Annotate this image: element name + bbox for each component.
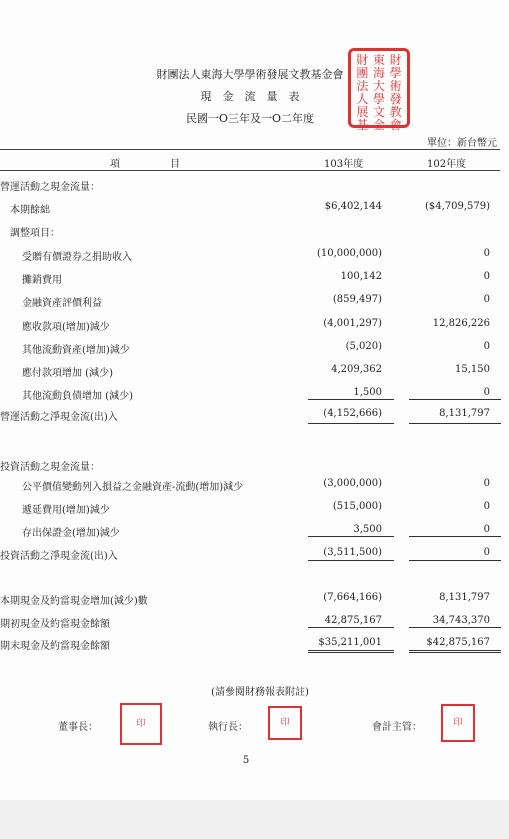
value-2014: $6,402,144 [324, 201, 382, 212]
row-label: 調整項目： [10, 228, 60, 239]
row-label: 本期餘絀 [10, 205, 50, 216]
row-label: 應收款項(增加)減少 [22, 322, 110, 333]
currency-unit: 單位：新台幣元 [427, 138, 497, 149]
footnote: (請參閱財務報表附註) [211, 687, 309, 698]
seal-character: 團 [356, 66, 369, 80]
subtotal-rule [308, 560, 394, 561]
value-2014: 3,500 [353, 524, 382, 535]
value-2014: (7,664,166) [323, 592, 382, 603]
subtotal-rule [409, 627, 501, 628]
period-title: 民國一O三年及一O二年度 [185, 112, 315, 125]
table-top-rule [0, 149, 500, 150]
subtotal-rule [409, 423, 501, 424]
row-label: 期初現金及約當現金餘額 [0, 619, 110, 630]
foundation-seal [348, 48, 410, 132]
row-label: 營運活動之淨現金流(出)入 [0, 412, 118, 423]
subtotal-rule [409, 560, 501, 561]
seal-character: 文 [372, 105, 385, 119]
ceo-seal: 印 [268, 706, 302, 740]
table-row [0, 615, 500, 631]
chairman-seal: 印 [120, 703, 162, 745]
table-row [0, 318, 500, 334]
seal-character: 學 [372, 92, 385, 106]
table-row [0, 524, 500, 540]
row-label: 本期現金及約當現金增加(減少)數 [0, 596, 148, 607]
table-header-rule [0, 170, 500, 171]
value-2014: (4,001,297) [323, 318, 382, 329]
seal-character: 東 [372, 53, 385, 67]
value-2014: (3,000,000) [323, 478, 382, 489]
seal-character: 財 [389, 53, 402, 67]
seal-character: 術 [389, 79, 402, 93]
row-label: 金融資產評價利益 [22, 298, 102, 309]
value-2013: 8,131,797 [439, 408, 490, 419]
row-label: 其他流動負債增加 (減少) [22, 391, 133, 402]
table-row [0, 248, 500, 264]
value-2014: 42,875,167 [324, 615, 382, 626]
seal-character: 財 [356, 53, 369, 67]
value-2014: (5,020) [345, 341, 382, 352]
total-double-rule [409, 650, 501, 653]
value-2013: 0 [483, 547, 490, 558]
subtotal-rule [308, 536, 394, 537]
accountant-label: 會計主管： [372, 722, 422, 733]
subtotal-rule [308, 423, 394, 424]
table-row [0, 201, 500, 217]
row-label: 攤銷費用 [22, 275, 62, 286]
value-2014: (515,000) [332, 501, 382, 512]
seal-character: 發 [389, 92, 402, 106]
value-2013: 0 [483, 271, 490, 282]
table-row [0, 592, 500, 608]
page-number: 5 [242, 755, 250, 766]
value-2013: 15,150 [455, 364, 490, 375]
table-row [0, 408, 500, 424]
seal-character: 基 [356, 118, 369, 132]
value-2013: ($4,709,579) [424, 201, 490, 212]
value-2013: $42,875,167 [426, 637, 490, 648]
viewer-bottom-bar [0, 800, 509, 839]
table-row [0, 271, 500, 287]
value-2014: 1,500 [353, 387, 382, 398]
table-row [0, 458, 500, 474]
row-label: 投資活動之淨現金流(出)入 [0, 551, 118, 562]
row-label: 其他流動資產(增加)減少 [22, 345, 130, 356]
value-2014: (859,497) [332, 294, 382, 305]
seal-character: 展 [356, 105, 369, 119]
row-label: 期末現金及約當現金餘額 [0, 641, 110, 652]
chairman-label: 董事長： [58, 722, 98, 733]
value-2014: 4,209,362 [331, 364, 382, 375]
table-row [0, 364, 500, 380]
subtotal-rule [308, 399, 394, 400]
row-label: 存出保證金(增加)減少 [22, 528, 120, 539]
value-2014: (3,511,500) [323, 547, 382, 558]
value-2013: 0 [483, 248, 490, 259]
value-2013: 0 [483, 341, 490, 352]
value-2014: 100,142 [340, 271, 382, 282]
table-row [0, 387, 500, 403]
value-2013: 12,826,226 [432, 318, 490, 329]
accountant-seal: 印 [441, 704, 475, 742]
subtotal-rule [308, 627, 394, 628]
seal-character: 會 [389, 118, 402, 132]
table-row [0, 224, 500, 240]
row-label: 營運活動之現金流量： [0, 182, 100, 193]
seal-character: 海 [372, 66, 385, 80]
value-2014: (4,152,666) [323, 408, 382, 419]
seal-character: 學 [389, 66, 402, 80]
column-header-2014: 103年度 [324, 159, 364, 170]
value-2013: 0 [483, 294, 490, 305]
value-2013: 34,743,370 [432, 615, 490, 626]
subtotal-rule [409, 399, 501, 400]
seal-character: 人 [356, 92, 369, 106]
seal-character: 大 [372, 79, 385, 93]
org-title: 財團法人東海大學學術發展文教基金會 [156, 68, 344, 81]
subtotal-rule [409, 536, 501, 537]
statement-title: 現 金 流 量 表 [200, 90, 300, 103]
value-2013: 8,131,797 [439, 592, 490, 603]
row-label: 投資活動之現金流量： [0, 462, 100, 473]
table-row [0, 178, 500, 194]
column-header-2013: 102年度 [427, 159, 467, 170]
table-row [0, 341, 500, 357]
value-2014: $35,211,001 [318, 637, 382, 648]
seal-character: 金 [372, 118, 385, 132]
value-2013: 0 [483, 478, 490, 489]
table-row [0, 478, 500, 494]
column-header-item: 項 目 [110, 159, 180, 170]
value-2013: 0 [483, 524, 490, 535]
row-label: 公平價值變動列入損益之金融資產-流動(增加)減少 [22, 482, 244, 493]
ceo-label: 執行長： [208, 722, 248, 733]
table-row [0, 501, 500, 517]
row-label: 受贈有價證券之捐助收入 [22, 252, 132, 263]
value-2013: 0 [483, 501, 490, 512]
seal-character: 教 [389, 105, 402, 119]
value-2014: (10,000,000) [316, 248, 382, 259]
value-2013: 0 [483, 387, 490, 398]
seal-character: 法 [356, 79, 369, 93]
row-label: 遞延費用(增加)減少 [22, 505, 110, 516]
table-row [0, 294, 500, 310]
row-label: 應付款項增加 (減少) [22, 368, 113, 379]
total-double-rule [308, 650, 394, 653]
